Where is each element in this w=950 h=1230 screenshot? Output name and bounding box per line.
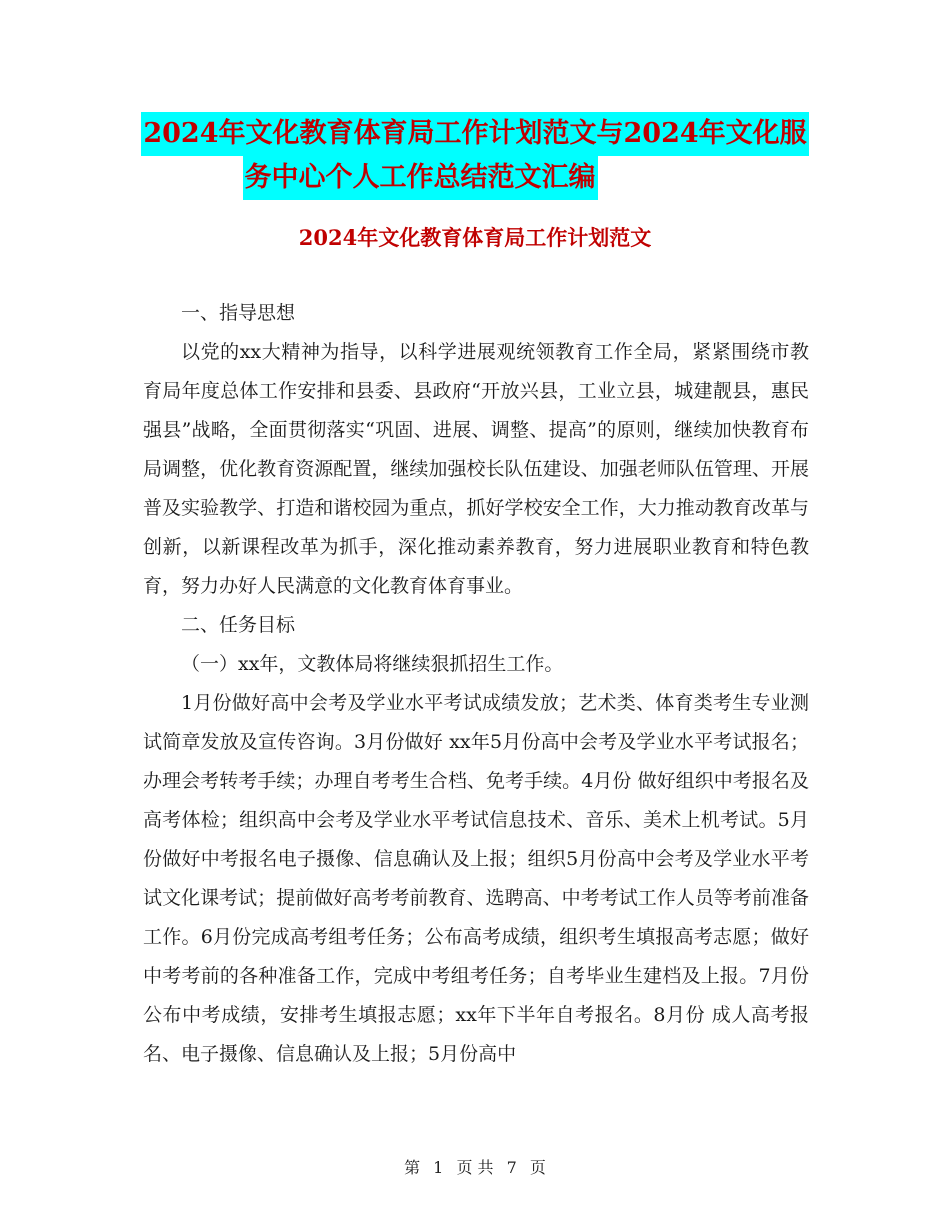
item-enrollment: （一）xx年，文教体局将继续狠抓招生工作。 — [181, 653, 564, 675]
heading-task-goals: 二、任务目标 — [181, 614, 296, 636]
section-title: 2024年文化教育体育局工作计划范文 — [298, 225, 652, 250]
footer-suffix: 页 — [529, 1158, 546, 1177]
footer-total-pages: 7 — [506, 1158, 517, 1177]
footer-page-number: 1 — [433, 1158, 444, 1177]
heading-guiding-ideology: 一、指导思想 — [181, 302, 296, 324]
document-body — [143, 294, 809, 1074]
title-line-1: 2024年文化教育体育局工作计划范文与2024年文化服 — [141, 112, 808, 156]
title-line-2: 务中心个人工作总结范文汇编 — [243, 156, 598, 200]
document-title — [0, 112, 950, 200]
paragraph-enrollment-schedule: 1月份做好高中会考及学业水平考试成绩发放；艺术类、体育类考生专业测试简章发放及宣传咨询。3月份做好 xx年5月份高中会考及学业水平考试报名；办理会考转考手续；办理自考考生合档、免考手续。4月份 做好组织中考报名及高考体检；组织高中会考及学业水平考试信息技术、音乐、美术上机考试。5月份做好中考报名电子摄像、信息确认及上报；组织5月份高中会考及学业水平考试文化课考试；提前做好高考考前教育、选聘高、中考考试工作人员等考前准备工作。6月份完成高考组考任务；公布高考成绩，组织考生填报高考志愿；做好中考考前的各种准备工作，完成中考组考任务；自考毕业生建档及上报。7月份 公布中考成绩，安排考生填报志愿；xx年下半年自考报名。8月份 成人高考报名、电子摄像、信息确认及上报；5月份高中 — [143, 692, 809, 1065]
footer-prefix: 第 — [404, 1158, 421, 1177]
page-footer — [0, 1155, 950, 1178]
paragraph-guiding-ideology: 以党的xx大精神为指导，以科学进展观统领教育工作全局，紧紧围绕市教育局年度总体工作安排和县委、县政府“开放兴县，工业立县，城建靓县，惠民强县”战略，全面贯彻落实“巩固、进展、调整、提高”的原则，继续加快教育布局调整，优化教育资源配置，继续加强校长队伍建设、加强老师队伍管理、开展普及实验教学、打造和谐校园为重点，抓好学校安全工作，大力推动教育改革与创新，以新课程改革为抓手，深化推动素养教育，努力进展职业教育和特色教育，努力办好人民满意的文化教育体育事业。 — [143, 341, 809, 597]
footer-mid: 页 共 — [456, 1158, 494, 1177]
